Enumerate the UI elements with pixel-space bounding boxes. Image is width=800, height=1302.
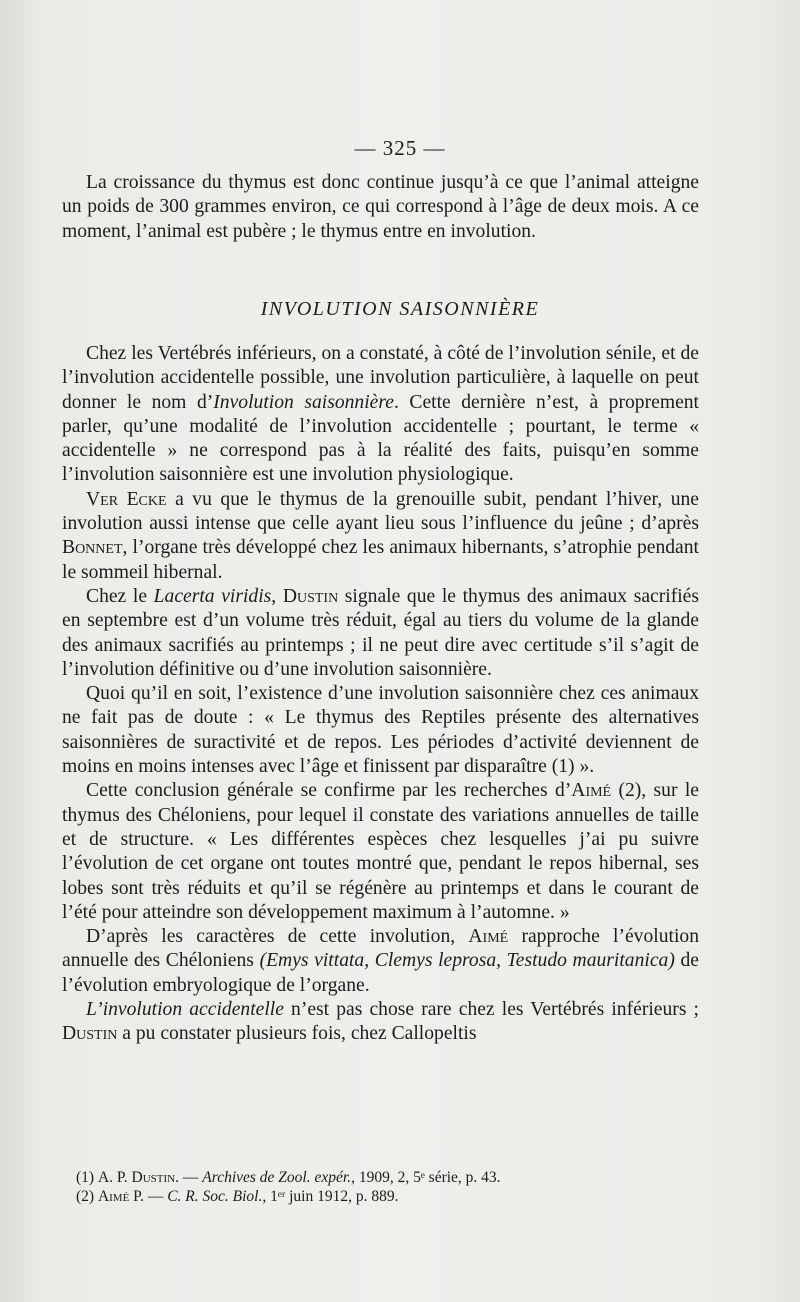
p6-author-aime: Aimé <box>468 926 509 948</box>
p6-text-a: D’après les caractères de cette involution, <box>86 926 469 948</box>
section-body <box>62 342 699 1047</box>
footnote-2-sep: — <box>143 1188 168 1205</box>
intro-text <box>62 171 699 244</box>
p3-text-c: signale que le thymus des animaux sacrifiés en septembre est d’un volume très réduit, égal au tiers du volume de la glande des animaux sacrifiés au printemps ; il ne peut dire avec certitude s’il s’agit de l’involution définitive ou d’une involution saisonnière. <box>62 585 699 680</box>
p6-species: (Emys vittata, Clemys leprosa, Testudo mauritanica) <box>259 950 675 972</box>
paragraph-1 <box>62 342 699 488</box>
footnote-2 <box>76 1187 696 1206</box>
intro-paragraph: La croissance du thymus est donc continue jusqu’à ce que l’animal atteigne un poids de 300 grammes environ, ce qui correspond à l’âge de deux mois. A ce moment, l’animal est pubère ; le thymus entre en involution. <box>62 172 699 242</box>
p5-text-b: (2), sur le thymus des Chéloniens, pour lequel il constate des variations annuelles de taille et de structure. « Les différentes espèces chez lesquelles j’ai pu suivre l’évolution de cet organe ont toutes montré que, pendant le repos hibernal, ses lobes sont très réduits et qu’il se régénère au printemps et dans le courant de l’été pour atteindre son développement maximum à l’automne. » <box>62 780 699 923</box>
footnotes <box>76 1168 696 1206</box>
footnote-1-mark: (1) <box>76 1169 95 1186</box>
p7-author-dustin: Dustin <box>62 1023 118 1045</box>
p1-term: Involution saisonnière <box>213 391 394 413</box>
p2-text-b: , l’organe très développé chez les animaux hibernants, s’atrophie pendant le sommeil hibernal. <box>62 537 699 583</box>
paragraph-7 <box>62 998 699 1047</box>
p7-text-a: n’est pas chose rare chez les Vertébrés inférieurs ; <box>283 999 699 1021</box>
footnote-2-details: , 1ᵉʳ juin 1912, p. 889. <box>262 1188 399 1205</box>
page-number: — 325 — <box>354 136 446 160</box>
footnote-1-details: , 1909, 2, 5ᵉ série, p. 43. <box>351 1169 501 1186</box>
p2-text-a: a vu que le thymus de la grenouille subit, pendant l’hiver, une involution aussi intense que celle ayant lieu sous l’influence du jeûne ; d’après <box>62 488 699 535</box>
footnote-2-source: C. R. Soc. Biol. <box>167 1188 263 1205</box>
footnote-1-author: A. P. Dustin. <box>97 1169 180 1186</box>
p3-text-a: Chez le <box>86 585 154 607</box>
p3-text-b: , <box>271 585 283 607</box>
paragraph-4: Quoi qu’il en soit, l’existence d’une involution saisonnière chez ces animaux ne fait pas de doute : « Le thymus des Reptiles présente des alternatives saisonnières de suractivité et de repos. Les périodes d’activité deviennent de moins en moins intenses avec l’âge et finissent par disparaître (1) ». <box>62 683 699 778</box>
p6-text-c: de l’évolution embryologique de l’organe. <box>62 950 699 996</box>
footnote-1-sep: — <box>179 1169 203 1186</box>
p1-text-a: Chez les Vertébrés inférieurs, on a constaté, à côté de l’involution sénile, et de l’involution accidentelle possible, une involution particulière, à laquelle on peut donner le nom d’ <box>62 343 699 413</box>
paragraph-6 <box>62 925 699 998</box>
paragraph-2 <box>62 488 699 585</box>
footnote-1-source: Archives de Zool. expér. <box>202 1169 352 1186</box>
p7-term: L’involution accidentelle <box>86 999 284 1021</box>
p3-species: Lacerta viridis <box>153 585 272 607</box>
footnote-2-mark: (2) <box>76 1188 95 1205</box>
paragraph-5 <box>62 779 699 925</box>
p6-text-b: rapproche l’évolution annuelle des Chéloniens <box>62 926 699 972</box>
p2-author-ver-ecke: Ver Ecke <box>86 488 167 510</box>
p5-author-aime: Aimé <box>571 780 612 802</box>
paragraph-3 <box>62 585 699 682</box>
p7-text-b: a pu constater plusieurs fois, chez Callopeltis <box>117 1023 477 1045</box>
footnote-1 <box>76 1168 696 1187</box>
p1-text-b: . Cette dernière n’est, à proprement parler, qu’une modalité de l’involution accidentelle ; pourtant, le terme « accidentelle » ne correspond pas à la réalité des faits, puisqu’en somme l’involution saisonnière est une involution physiologique. <box>62 391 699 486</box>
p3-author-dustin: Dustin <box>282 585 339 607</box>
p2-author-bonnet: Bonnet <box>62 537 123 559</box>
p5-text-a: Cette conclusion générale se confirme par les recherches d’ <box>86 780 572 802</box>
footnote-2-author: Aimé P. <box>97 1188 144 1205</box>
section-title: INVOLUTION SAISONNIÈRE <box>260 298 540 320</box>
